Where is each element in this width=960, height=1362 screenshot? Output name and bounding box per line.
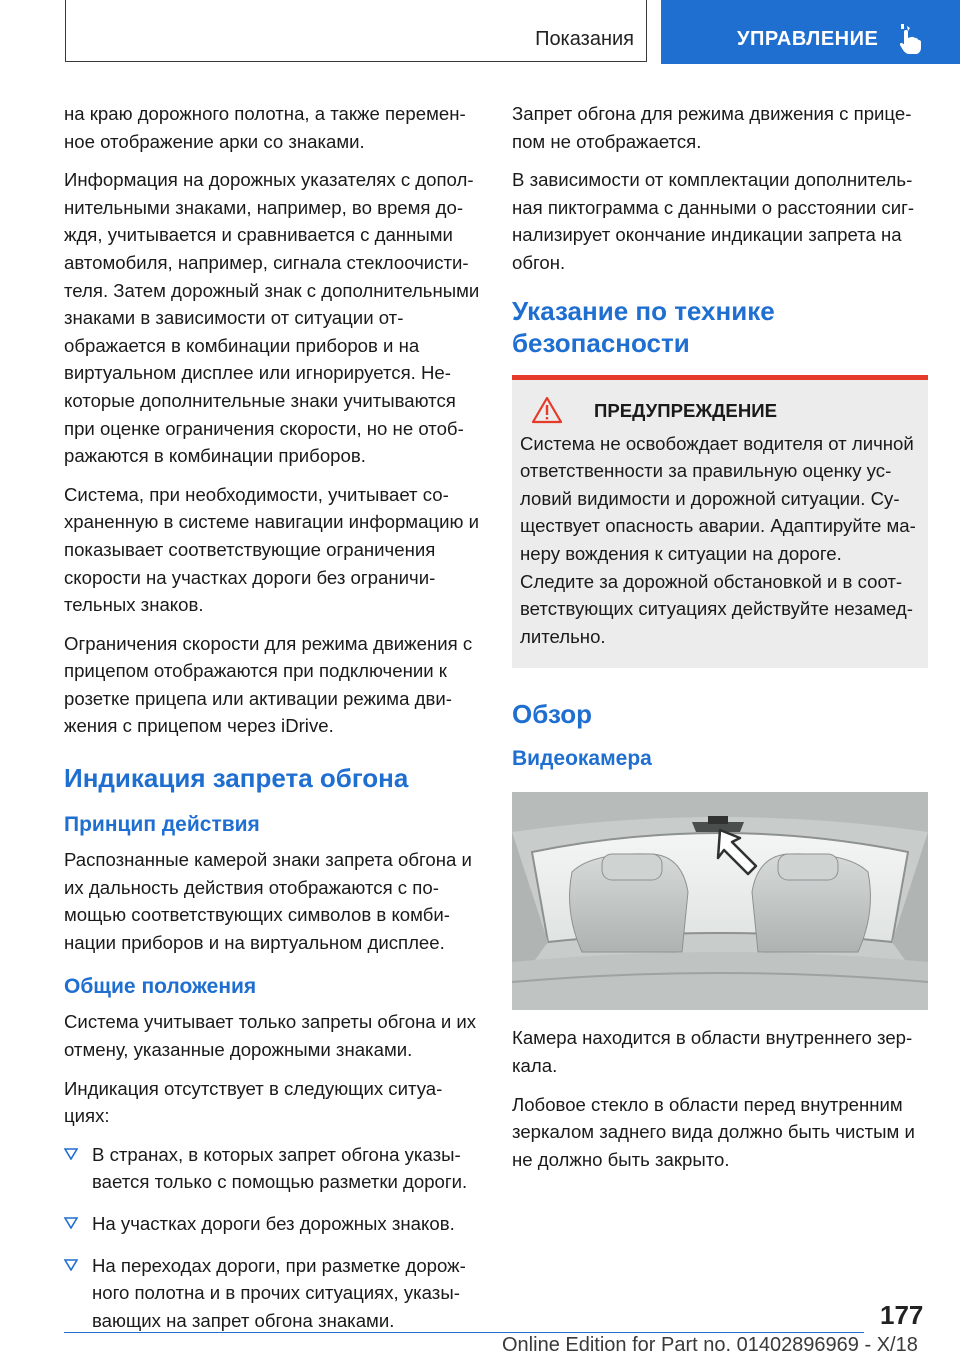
list-item-text: На переходах дороги, при разметке дорожного полотна и в прочих ситуациях, указывающих на запрет обгона знаками. xyxy=(92,1254,466,1331)
triangle-bullet-icon xyxy=(64,1148,78,1160)
list-item xyxy=(64,1252,480,1335)
list-item xyxy=(64,1141,480,1196)
paragraph: Индикация отсутствует в следующих ситуациях: xyxy=(64,1077,443,1127)
list-item-text: На участках дороги без дорожных знаков. xyxy=(92,1213,455,1234)
section-heading: Указание по технике безопасности xyxy=(512,295,775,358)
right-column xyxy=(512,100,928,1184)
subsection-heading: Принцип действия xyxy=(64,813,260,837)
section-heading: Обзор xyxy=(512,699,592,730)
list-item-text: В странах, в которых запрет обгона указывается только с помощью разметки дороги. xyxy=(92,1143,468,1193)
camera-location-illustration xyxy=(512,792,928,1010)
subsection-heading: Общие положения xyxy=(64,975,257,999)
car-interior-image xyxy=(512,792,928,1010)
subsection-heading: Видеокамера xyxy=(512,747,652,771)
list-item xyxy=(64,1210,480,1238)
warning-text: Система не освобождает водителя от личной ответственности за правильную оценку условий видимости и дорожной ситуации. Существует опасность аварии. Адаптируйте манеру вождения к ситуации на дороге. Следите за дорожной обстановкой и в соответствующих ситуациях действуйте незамедлительно. xyxy=(520,432,916,647)
paragraph: Система, при необходимости, учитывает сохраненную в системе навигации информацию и показывает соответствующие ограничения скорости на участках дороги без ограничительных знаков. xyxy=(64,483,479,616)
header-chapter-tab[interactable] xyxy=(661,0,960,64)
header-chapter-title: УПРАВЛЕНИЕ xyxy=(737,28,879,50)
bullet-list xyxy=(64,1141,480,1335)
paragraph: Камера находится в области внутреннего зеркала. xyxy=(512,1027,913,1076)
footer-edition: Online Edition for Part no. 01402896969 - X/18 xyxy=(502,1334,918,1356)
paragraph: Информация на дорожных указателях с дополнительными знаками, например, во время дождя, учитывается и сравнивается с данными автомобиля, например, сигнала стеклоочистителя. Затем дорожный знак с дополнительными знаками в зависимости от ситуации отображается в комбинации приборов и на виртуальном дисплее или игнорируется. Некоторые дополнительные знаки учитываются при оценке ограничения скорости, но не отображаются в комбинации приборов. xyxy=(64,169,480,467)
header-section-box xyxy=(65,0,647,62)
paragraph: Система учитывает только запреты обгона и их отмену, указанные дорожными знаками. xyxy=(64,1011,477,1061)
warning-title xyxy=(520,398,918,424)
warning-title-text: ПРЕДУПРЕЖДЕНИЕ xyxy=(594,399,778,421)
warning-box xyxy=(512,375,928,669)
left-column xyxy=(64,100,480,1348)
footer-divider xyxy=(64,1332,864,1333)
hand-pointer-icon xyxy=(898,24,924,54)
triangle-bullet-icon xyxy=(64,1217,78,1229)
paragraph: на краю дорожного полотна, а также переменное отображение арки со знаками. xyxy=(64,103,466,152)
paragraph: Запрет обгона для режима движения с прицепом не отображается. xyxy=(512,103,912,152)
warning-triangle-icon xyxy=(531,396,563,424)
page-number: 177 xyxy=(880,1300,924,1330)
paragraph: Распознанные камерой знаки запрета обгона и их дальность действия отображаются с помощью соответствующих символов в комбинации приборов и на виртуальном дисплее. xyxy=(64,849,472,953)
section-heading: Индикация запрета обгона xyxy=(64,763,409,794)
paragraph: В зависимости от комплектации дополнительная пиктограмма с данными о расстоянии сигнализирует окончание индикации запрета на обгон. xyxy=(512,169,915,273)
triangle-bullet-icon xyxy=(64,1259,78,1271)
paragraph: Ограничения скорости для режима движения с прицепом отображаются при подключении к розетке прицепа или активации режима движения с прицепом через iDrive. xyxy=(64,632,473,737)
header-section-title: Показания xyxy=(535,28,634,50)
paragraph: Лобовое стекло в области перед внутренним зеркалом заднего вида должно быть чистым и не должно быть закрыто. xyxy=(512,1093,915,1170)
